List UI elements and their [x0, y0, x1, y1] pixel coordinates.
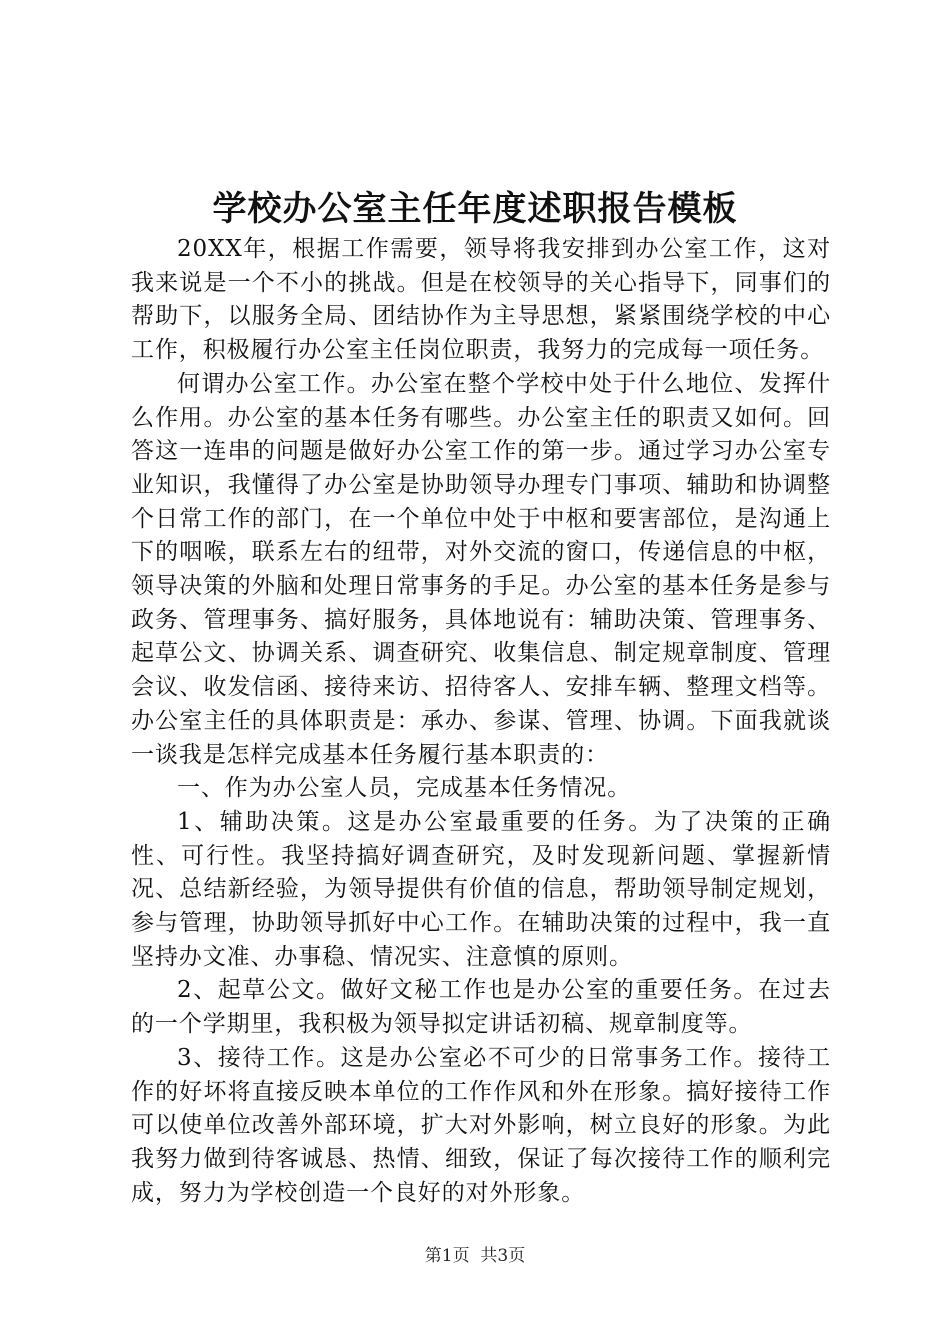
document-body	[131, 233, 831, 1210]
page-footer	[0, 1244, 950, 1268]
paragraph-document-drafting: 2、起草公文。做好文秘工作也是办公室的重要任务。在过去的一个学期里，我积极为领导拟定讲话初稿、规章制度等。	[131, 977, 831, 1038]
page-number: 第1页	[424, 1246, 470, 1266]
document-title: 学校办公室主任年度述职报告模板	[212, 189, 738, 229]
paragraph-intro: 20XX年，根据工作需要，领导将我安排到办公室工作，这对我来说是一个不小的挑战。但是在校领导的关心指导下，同事们的帮助下，以服务全局、团结协作为主导思想，紧紧围绕学校的中心工作，积极履行办公室主任岗位职责，我努力的完成每一项任务。	[131, 236, 831, 364]
section-heading-basic-tasks: 一、作为办公室人员，完成基本任务情况。	[177, 775, 632, 802]
page-total: 共3页	[480, 1246, 526, 1266]
paragraph-reception-work: 3、接待工作。这是办公室必不可少的日常事务工作。接待工作的好坏将直接反映本单位的工作作风和外在形象。搞好接待工作可以使单位改善外部环境，扩大对外影响，树立良好的形象。为此我努力做到待客诚恳、热情、细致，保证了每次接待工作的顺利完成，努力为学校创造一个良好的对外形象。	[131, 1044, 831, 1206]
paragraph-decision-support: 1、辅助决策。这是办公室最重要的任务。为了决策的正确性、可行性。我坚持搞好调查研究，及时发现新问题、掌握新情况、总结新经验，为领导提供有价值的信息，帮助领导制定规划，参与管理，协助领导抓好中心工作。在辅助决策的过程中，我一直坚持办文准、办事稳、情况实、注意慎的原则。	[131, 808, 831, 970]
paragraph-office-role: 何谓办公室工作。办公室在整个学校中处于什么地位、发挥什么作用。办公室的基本任务有哪些。办公室主任的职责又如何。回答这一连串的问题是做好办公室工作的第一步。通过学习办公室专业知识，我懂得了办公室是协助领导办理专门事项、辅助和协调整个日常工作的部门，在一个单位中处于中枢和要害部位，是沟通上下的咽喉，联系左右的纽带，对外交流的窗口，传递信息的中枢，领导决策的外脑和处理日常事务的手足。办公室的基本任务是参与政务、管理事务、搞好服务，具体地说有：辅助决策、管理事务、起草公文、协调关系、调查研究、收集信息、制定规章制度、管理会议、收发信函、接待来访、招待客人、安排车辆、整理文档等。办公室主任的具体职责是：承办、参谋、管理、协调。下面我就谈一谈我是怎样完成基本任务履行基本职责的：	[131, 370, 831, 768]
